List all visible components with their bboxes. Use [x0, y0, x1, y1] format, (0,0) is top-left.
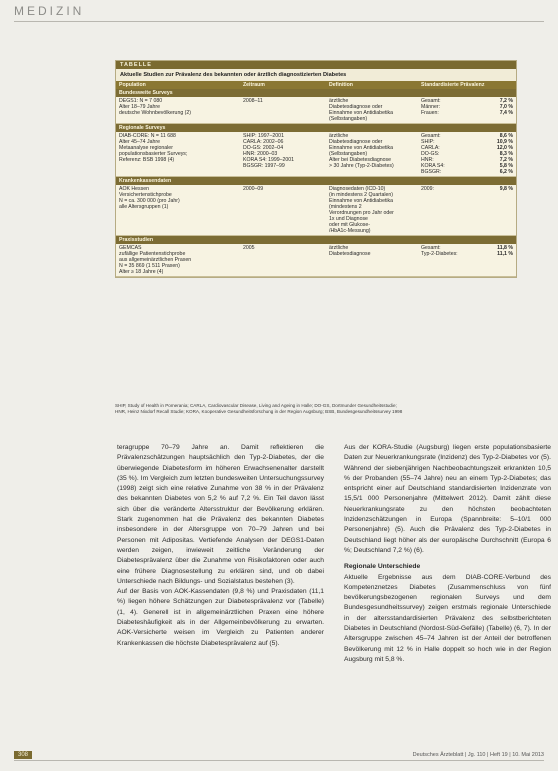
prevalence-value: 11,8 % [497, 245, 513, 251]
cell-line: 2005 [243, 245, 255, 251]
cell-line: (Selbstangaben) [329, 116, 368, 122]
body-column-right [344, 443, 551, 665]
table-section-header: Praxisstudien [116, 236, 516, 244]
table-row [116, 132, 516, 177]
footnote-line: HNR, Heinz Nixdorf Recall Studie; KORA, Kooperative Gesundheitsforschung in der Region Augsburg; BSB, Bundesgesundheitssurvey 1998 [115, 409, 403, 414]
cell-line: 1x und Diagnose [329, 216, 368, 222]
prevalence-line [421, 186, 513, 192]
cell-line: Einnahme von Antidiabetika [329, 110, 394, 116]
period-cell [240, 244, 326, 276]
cell-line: > 30 Jahre (Typ-2-Diabetes) [329, 163, 394, 169]
prevalence-line [421, 110, 513, 116]
prevalence-label: Männer: [421, 104, 441, 110]
cell-line: DO-GS: 2002–04 [243, 145, 284, 151]
cell-line: Alter bei Diabetesdiagnose [329, 157, 392, 163]
prevalence-value: 7,4 % [499, 110, 513, 116]
section-label: MEDIZIN [14, 4, 85, 18]
cell-line: Einnahme von Antidiabetika [329, 145, 394, 151]
table-title: Aktuelle Studien zur Prävalenz des bekannten oder ärztlich diagnostizierten Diabetes [120, 72, 347, 78]
paragraph: Aktuelle Ergebnisse aus dem DIAB-CORE-Verbund des Kompetenznetzes Diabetes (Zusammenschluss von fünf bevölkerungsbezogenen regionalen Surveys und dem Bundesgesundheitssurvey) zeigen erstmals regionale Unterschiede in der altersstandardisierten Prävalenz des selbstberichteten Diabetes in Deutschland (Nordost-Süd-Gefälle) (Tabelle) (6, 7). In der Altersgruppe zwischen 45–74 Jahren ist der Anteil der betroffenen Bevölkerung mit 12 % in Halle doppelt so hoch wie in der Region Augsburg mit 5,8 %. [344, 573, 551, 663]
cell-line: 2008–11 [243, 98, 263, 104]
table-row [116, 97, 516, 124]
prevalence-value: 11,1 % [497, 251, 513, 257]
cell-line: HNR: 2000–03 [243, 151, 278, 157]
prevalence-cell [418, 244, 516, 276]
column-header: Definition [329, 82, 353, 88]
paragraph: Auf der Basis von AOK-Kassendaten (9,8 %) und Praxisdaten (11,1 %) liegen höhere Schätzungen zur Diabetesprävalenz vor (Tabelle) (1, 4). Generell ist in allgemeinärztlichen Praxen eine höhere Diabeteshäufigkeit als in der Allgemeinbevölkerung zu erwarten. AOK-Versicherte weisen im Vergleich zu Patienten anderer Krankenkassen die höchste Diabetesprävalenz auf (5). [117, 588, 324, 647]
prevalence-label: Frauen: [421, 110, 439, 116]
prevalence-cell [418, 185, 516, 235]
cell-line: aus allgemeinärztlichen Praxen [119, 257, 192, 263]
cell-line: KORA S4: 1999–2001 [243, 157, 295, 163]
cell-line: GEMCAS [119, 245, 142, 251]
prevalence-label: Gesamt: [421, 245, 441, 251]
table-row [116, 185, 516, 236]
body-column-left [117, 443, 324, 649]
prevalence-label: Gesamt: [421, 98, 441, 104]
prevalence-value: 6,2 % [499, 169, 513, 175]
prevalence-label: KORA S4: [421, 163, 445, 169]
prevalence-value: 12,0 % [496, 145, 513, 151]
prevalence-value: 8,3 % [499, 151, 513, 157]
prevalence-label: SHIP: [421, 139, 435, 145]
cell-line: (in mindestens 2 Quartalen) [329, 192, 394, 198]
journal-citation: Deutsches Ärzteblatt | Jg. 110 | Heft 19 | 10. Mai 2013 [412, 752, 544, 758]
column-header: Zeitraum [243, 82, 265, 88]
cell-line: alle Altersgruppen (1) [119, 204, 169, 210]
prevalence-cell [418, 132, 516, 176]
subheading: Regionale Unterschiede [344, 563, 421, 571]
cell-line: /HbA1c-Messung) [329, 228, 371, 234]
page-number: 308 [14, 751, 32, 759]
period-cell [240, 132, 326, 176]
definition-cell [326, 97, 418, 123]
cell-line: Alter 45–74 Jahre [119, 139, 160, 145]
prevalence-label: 2009: [421, 186, 434, 192]
cell-line: DIAB-CORE: N = 11 688 [119, 133, 176, 139]
cell-line: Metaanalyse regionaler [119, 145, 173, 151]
prevalence-label: HNR: [421, 157, 434, 163]
period-cell [240, 97, 326, 123]
cell-line: AOK Hessen [119, 186, 149, 192]
prevalence-label: Gesamt: [421, 133, 441, 139]
cell-line: oder mit Glukose- [329, 222, 370, 228]
prevalence-value: 7,2 % [499, 98, 513, 104]
cell-line: Einnahme von Antidiabetika [329, 198, 394, 204]
cell-line: N = 35 869 (1 511 Praxen) [119, 263, 180, 269]
prevalence-cell [418, 97, 516, 123]
cell-line: (mindestens 2 [329, 204, 362, 210]
prevalence-line [421, 169, 513, 175]
prevalence-value: 5,8 % [499, 163, 513, 169]
table-footnote [115, 403, 517, 415]
table-section-header: Regionale Surveys [116, 124, 516, 132]
cell-line: SHIP: 1997–2001 [243, 133, 284, 139]
cell-line: Diagnosedaten (ICD-10) [329, 186, 386, 192]
cell-line: Diabetesdiagnose [329, 251, 371, 257]
header-divider [14, 21, 544, 22]
cell-line: Versichertenstichprobe [119, 192, 172, 198]
paragraph: Aus der KORA-Studie (Augsburg) liegen erste populationsbasierte Daten zur Neuerkrankungsrate (Inzidenz) des Typ-2-Diabetes vor (5). Während der siebenjährigen Nachbeobachtungszeit erkrankten 10,5 % der Probanden (55–74 Jahre) neu an einem Typ-2-Diabetes; das entspricht einer auf Deutschland standardisierten Inzidenzrate von 15,5/1 000 Personenjahre (Mittelwert 2012). Damit zählt diese Neuerkrankungsrate zu den höchsten beobachteten Inzidenzschätzungen in Europa (Spannbreite: 5–10/1 000 Personenjahre) (5). Auch die Prävalenz des Typ-2-Diabetes in Deutschland liegt höher als der europäische Durchschnitt (Europa 6 %; Deutschland 7,2 %) (6). [344, 444, 551, 554]
population-cell [116, 185, 240, 235]
column-header: Standardisierte Prävalenz [421, 82, 485, 88]
cell-line: ärztliche [329, 245, 349, 251]
prevalence-value: 8,6 % [499, 133, 513, 139]
prevalence-label: CARLA: [421, 145, 440, 151]
cell-line: 2000–09 [243, 186, 264, 192]
prevalence-line [421, 251, 513, 257]
cell-line: zufällige Patientenstichprobe [119, 251, 186, 257]
population-cell [116, 132, 240, 176]
prevalence-label: DO-GS: [421, 151, 440, 157]
prevalence-value: 7,0 % [499, 104, 513, 110]
prevalence-value: 7,2 % [499, 157, 513, 163]
period-cell [240, 185, 326, 235]
cell-line: Alter ≥ 18 Jahre (4) [119, 269, 164, 275]
cell-line: populationsbasierter Surveys; [119, 151, 188, 157]
definition-cell [326, 132, 418, 176]
footer-divider [14, 760, 544, 761]
cell-line: DEGS1: N = 7 080 [119, 98, 163, 104]
table-body [116, 89, 516, 277]
table-tag: TABELLE [116, 61, 516, 69]
paragraph: teragruppe 70–79 Jahre an. Damit reflektieren die Prävalenzschätzungen hauptsächlich den Typ-2-Diabetes, der die überwiegende Diabetesform im höheren Erwachsenenalter darstellt (35 %). Im Vergleich zum letzten bundesweiten Untersuchungssurvey (1998) zeigt sich eine relative Zunahme von 38 % in der Prävalenz des bekannten Diabetes von 5,2 % auf 7,2 %. Ein Teil davon lässt sich über die veränderte Altersstruktur der Bevölkerung erklären. Stark zugenommen hat die Prävalenz des bekannten Diabetes insbesondere in der Altersgruppe von 70–79 Jahren und bei Personen mit Adipositas. Vertiefende Analysen der DEGS1-Daten werden zeigen, inwieweit zeitliche Veränderung der Diabetesprävalenz über die Zunahme von Risikofaktoren oder auch eine frühere Diagnosestellung zu erklären sind, und ob dabei Unterschiede nach Bildungs- und Sozialstatus bestehen (3). [117, 444, 324, 585]
cell-line: CARLA: 2002–06 [243, 139, 284, 145]
population-cell [116, 97, 240, 123]
table-column-headers [116, 81, 516, 89]
footnote-line: SHIP, Study of Health in Pomerania; CARLA, Cardiovascular Disease, Living and Ageing in Halle; DO-GS, Dortmunder Gesundheitsstudie; [115, 403, 397, 408]
cell-line: Verordnungen pro Jahr oder [329, 210, 394, 216]
definition-cell [326, 244, 418, 276]
cell-line: Referenz: BSB 1998 (4) [119, 157, 175, 163]
data-table [115, 60, 517, 278]
prevalence-value: 10,9 % [496, 139, 513, 145]
cell-line: Diabetesdiagnose oder [329, 104, 383, 110]
prevalence-label: BGSGR: [421, 169, 442, 175]
cell-line: ärztliche [329, 133, 349, 139]
prevalence-value: 9,8 % [499, 186, 513, 192]
cell-line: N = ca. 300 000 (pro Jahr) [119, 198, 180, 204]
cell-line: (Selbstangaben) [329, 151, 368, 157]
cell-line: BGSGR: 1997–99 [243, 163, 285, 169]
prevalence-label: Typ-2-Diabetes: [421, 251, 458, 257]
cell-line: deutsche Wohnbevölkerung (2) [119, 110, 191, 116]
table-section-header: Bundesweite Surveys [116, 89, 516, 97]
definition-cell [326, 185, 418, 235]
population-cell [116, 244, 240, 276]
cell-line: ärztliche [329, 98, 349, 104]
cell-line: Alter 18–79 Jahre [119, 104, 160, 110]
table-section-header: Krankenkassendaten [116, 177, 516, 185]
cell-line: Diabetesdiagnose oder [329, 139, 383, 145]
table-row [116, 244, 516, 277]
column-header: Population [119, 82, 146, 88]
